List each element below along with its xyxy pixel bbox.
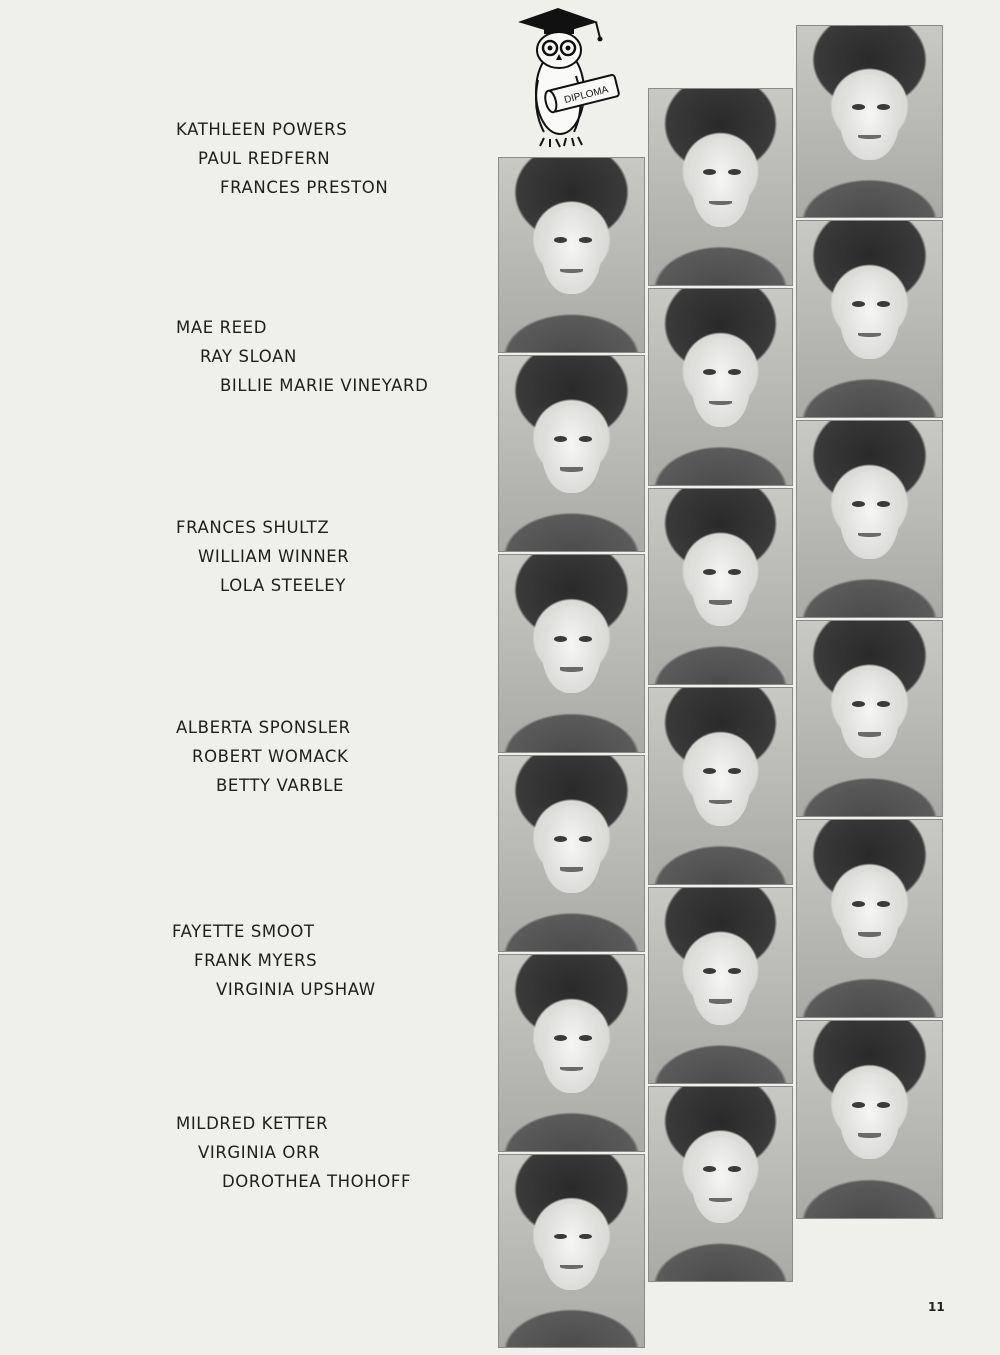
- student-photo-fayette-smoot: [498, 954, 645, 1152]
- student-photo-frances-preston: [796, 25, 943, 218]
- student-name: MILDRED KETTER: [176, 1114, 329, 1133]
- student-photo-mildred-ketter: [498, 1154, 645, 1348]
- student-photo-billie-marie-vineyard: [796, 220, 943, 418]
- student-photo-virginia-upshaw: [796, 819, 943, 1018]
- student-name: FAYETTE SMOOT: [172, 922, 315, 941]
- student-name: BETTY VARBLE: [216, 776, 345, 795]
- student-photo-betty-varble: [796, 620, 943, 817]
- student-name: BILLIE MARIE VINEYARD: [220, 376, 429, 395]
- student-name: LOLA STEELEY: [220, 576, 346, 595]
- page-number: 11: [928, 1300, 945, 1314]
- student-photo-alberta-sponsler: [498, 755, 645, 952]
- student-photo-frances-shultz: [498, 554, 645, 753]
- student-name: VIRGINIA ORR: [198, 1143, 321, 1162]
- student-name: RAY SLOAN: [200, 347, 297, 366]
- student-photo-paul-redfern: [648, 88, 793, 286]
- student-photo-lola-steeley: [796, 420, 943, 618]
- student-name: KATHLEEN POWERS: [176, 120, 348, 139]
- student-photo-robert-womack: [648, 687, 793, 885]
- owl-mascot-icon: [510, 2, 620, 152]
- student-photo-dorothea-thohoff: [796, 1020, 943, 1219]
- student-name: DOROTHEA THOHOFF: [222, 1172, 412, 1191]
- student-name: ROBERT WOMACK: [192, 747, 349, 766]
- student-name: FRANCES SHULTZ: [176, 518, 330, 537]
- diploma-label: DIPLOMA: [563, 84, 610, 106]
- student-photo-kathleen-powers: [498, 157, 645, 353]
- student-name: FRANK MYERS: [194, 951, 318, 970]
- student-name: WILLIAM WINNER: [198, 547, 350, 566]
- student-photo-mae-reed: [498, 355, 645, 552]
- student-photo-william-winner: [648, 488, 793, 685]
- student-name: MAE REED: [176, 318, 268, 337]
- student-name: ALBERTA SPONSLER: [176, 718, 351, 737]
- student-photo-ray-sloan: [648, 288, 793, 486]
- student-name: VIRGINIA UPSHAW: [216, 980, 376, 999]
- student-name: PAUL REDFERN: [198, 149, 331, 168]
- student-name: FRANCES PRESTON: [220, 178, 389, 197]
- student-photo-virginia-orr: [648, 1086, 793, 1282]
- student-photo-frank-myers: [648, 887, 793, 1084]
